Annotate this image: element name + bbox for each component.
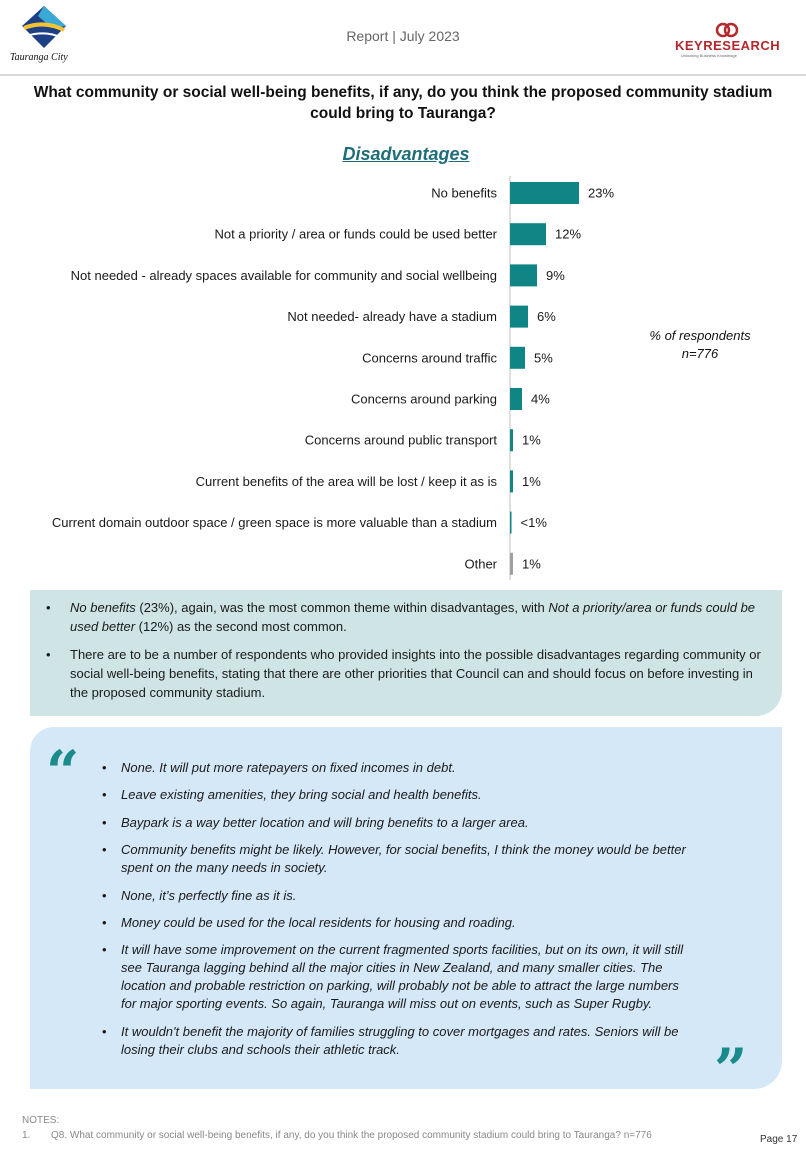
bar-7 — [510, 470, 513, 492]
category-label: Concerns around traffic — [362, 350, 497, 366]
category-label: Not needed - already spaces available for community and social wellbeing — [70, 267, 497, 283]
report-date: Report | July 2023 — [346, 28, 460, 44]
quote-item: • Baypark is a way better location and will bring benefits to a larger area. — [121, 814, 689, 832]
notes-text: Q8. What community or social well-being benefits, if any, do you think the proposed community stadium could bring to Tauranga? n=776 — [51, 1130, 652, 1141]
value-label: 23% — [588, 185, 615, 201]
quote-item: • Money could be used for the local residents for housing and roading. — [121, 914, 689, 932]
quote-item: • Community benefits might be likely. However, for social benefits, I think the money would be better spent on the many needs in society. — [121, 841, 689, 877]
value-label: 1% — [522, 556, 541, 572]
quote-list — [121, 759, 689, 1068]
summary-box — [30, 590, 782, 716]
value-label: 1% — [522, 473, 541, 489]
value-label: 5% — [534, 350, 553, 366]
quote-item: • None, it’s perfectly fine as it is. — [121, 887, 689, 905]
category-label: Concerns around public transport — [304, 432, 497, 448]
logo-left-text: Tauranga City — [10, 52, 68, 63]
bar-1 — [510, 223, 546, 245]
bar-9 — [510, 553, 513, 575]
category-label: Not needed- already have a stadium — [287, 309, 497, 325]
value-label: 1% — [522, 432, 541, 448]
summary-item: • There are to be a number of respondents who provided insights into the possible disadvantages regarding community or social well-being benefits, stating that there are other priorities that Council can and should focus on before investing in the proposed community stadium. — [70, 645, 764, 702]
quotes-box — [30, 727, 782, 1104]
quote-item: • It will have some improvement on the current fragmented sports facilities, but on its own, it will still see Tauranga lagging behind all the major cities in New Zealand, and many smaller cities. The location and probable restriction on parking, will probably not be able to attract the large numbers for major sporting events. So again, Tauranga will miss out on events, such as Super Rugby. — [121, 941, 689, 1013]
value-label: <1% — [520, 515, 547, 531]
category-label: Concerns around parking — [351, 391, 497, 407]
bar-0 — [510, 182, 579, 204]
quote-item: • None. It will put more ratepayers on fixed incomes in debt. — [121, 759, 689, 777]
disadvantages-bar-chart — [0, 170, 806, 590]
notes-line — [22, 1128, 652, 1143]
category-label: Current benefits of the area will be lost / keep it as is — [195, 473, 497, 489]
page-number: Page 17 — [760, 1134, 798, 1145]
summary-list — [30, 590, 782, 702]
bar-4 — [510, 347, 525, 369]
section-title: Disadvantages — [342, 144, 470, 164]
value-label: 12% — [555, 226, 582, 242]
category-label: Current domain outdoor space / green space is more valuable than a stadium — [51, 515, 497, 531]
value-label: 4% — [531, 391, 550, 407]
rings-icon — [713, 22, 743, 38]
value-label: 9% — [546, 267, 565, 283]
logo-right-name: KEYRESEARCH — [675, 38, 781, 53]
respondents-unit: % of respondents — [649, 328, 751, 343]
bar-5 — [510, 388, 522, 410]
notes-label: NOTES: — [22, 1115, 60, 1126]
summary-item: • No benefits (23%), again, was the most common theme within disadvantages, with Not a priority/area or funds could be used better (12%) as the second most common. — [70, 598, 764, 636]
quote-item: • It wouldn't benefit the majority of families struggling to cover mortgages and rates. Seniors will be losing their clubs and schools their athletic track. — [121, 1023, 689, 1059]
value-label: 6% — [537, 309, 556, 325]
open-quote-icon: “ — [46, 738, 80, 806]
logo-right-tagline: Unlocking Business Knowledge — [681, 53, 737, 58]
page-header — [0, 0, 806, 75]
bar-6 — [510, 429, 513, 451]
bar-2 — [510, 264, 537, 286]
header-divider — [0, 74, 806, 76]
notes — [22, 1113, 652, 1143]
category-label: No benefits — [431, 185, 497, 201]
bar-8 — [510, 512, 512, 534]
respondents-note — [630, 327, 770, 363]
bar-3 — [510, 306, 528, 328]
keyresearch-logo — [675, 22, 785, 62]
category-label: Not a priority / area or funds could be used better — [214, 226, 497, 242]
notes-number: 1. — [22, 1130, 31, 1141]
category-label: Other — [464, 556, 497, 572]
close-quote-icon: ” — [714, 1036, 748, 1104]
respondents-n: n=776 — [681, 346, 719, 361]
question-title: What community or social well-being benefits, if any, do you think the proposed community stadium could bring to Tauranga? — [33, 84, 773, 122]
quote-item: • Leave existing amenities, they bring social and health benefits. — [121, 786, 689, 804]
